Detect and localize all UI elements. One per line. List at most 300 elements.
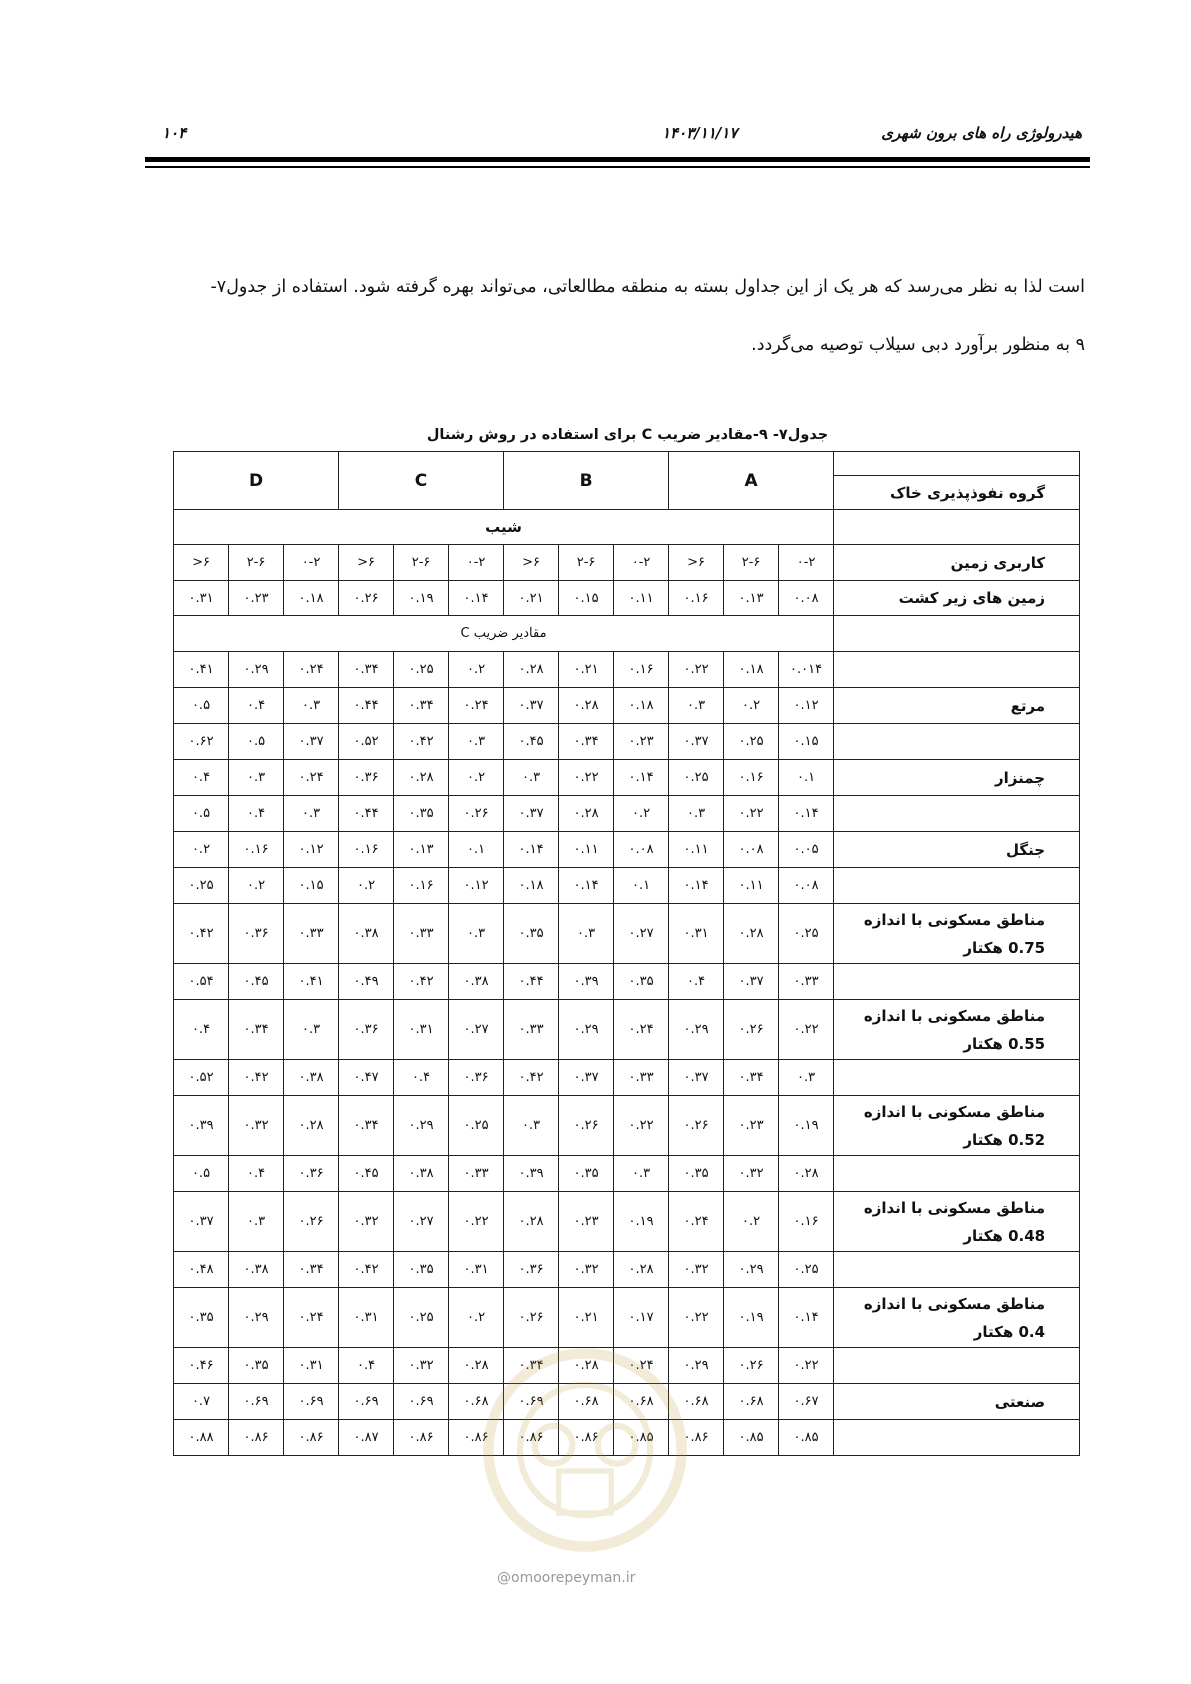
c-coefficient-table — [173, 451, 1080, 1456]
table-row — [174, 1288, 1080, 1348]
c-value-cell: ۰.۲۴ — [614, 1000, 669, 1060]
c-value-cell: ۰.۳۱ — [339, 1288, 394, 1348]
website-text: omoorepeyman.ir — [511, 1570, 636, 1586]
c-value-cell: ۰.۲ — [229, 868, 284, 904]
c-value-cell: ۰.۳ — [449, 904, 504, 964]
c-value-cell: ۰.۳۹ — [559, 964, 614, 1000]
c-value-cell: ۰.۴ — [174, 1000, 229, 1060]
c-value-cell: ۰.۴۵ — [504, 724, 559, 760]
slope-label: شیب — [174, 510, 834, 545]
c-value-cell: ۰.۳ — [614, 1156, 669, 1192]
c-value-cell: ۰.۲۸ — [724, 904, 779, 964]
empty-cell — [834, 510, 1080, 545]
c-value-cell: ۰.۳۲ — [724, 1156, 779, 1192]
c-value-cell: ۰.۵۲ — [339, 724, 394, 760]
c-value-cell: ۰.۸۷ — [339, 1420, 394, 1456]
c-value-cell: ۰.۱۴ — [614, 760, 669, 796]
c-value-cell: ۰.۱۹ — [779, 1096, 834, 1156]
land-use-cell — [834, 796, 1080, 832]
c-value-cell: ۰.۲ — [449, 760, 504, 796]
c-value-cell: ۰.۱۶ — [229, 832, 284, 868]
table-row — [174, 652, 1080, 688]
c-value-cell: ۰.۲۳ — [229, 581, 284, 616]
table-body — [174, 452, 1080, 1456]
table-row — [174, 1384, 1080, 1420]
table-row — [174, 1060, 1080, 1096]
c-value-cell: ۰.۸۵ — [724, 1420, 779, 1456]
coef-label-row — [174, 616, 1080, 652]
c-value-cell: ۰.۴۱ — [174, 652, 229, 688]
c-value-cell: ۰.۳۴ — [504, 1348, 559, 1384]
c-value-cell: ۰.۱ — [449, 832, 504, 868]
c-value-cell: ۰.۵ — [174, 1156, 229, 1192]
land-use-cell — [834, 964, 1080, 1000]
c-value-cell: ۰.۶۸ — [559, 1384, 614, 1420]
c-value-cell: ۰.۲ — [724, 1192, 779, 1252]
c-value-cell: ۰.۴ — [229, 796, 284, 832]
page-number: ۱۰۴ — [162, 124, 187, 142]
c-value-cell: ۰.۸۶ — [504, 1420, 559, 1456]
table-row — [174, 1348, 1080, 1384]
c-value-cell: ۰.۱۱ — [559, 832, 614, 868]
c-value-cell: ۰.۳۵ — [559, 1156, 614, 1192]
slope-row — [174, 510, 1080, 545]
c-value-cell: ۰.۴۴ — [504, 964, 559, 1000]
body-paragraph — [160, 258, 1085, 374]
c-value-cell: ۰.۳۵ — [504, 904, 559, 964]
c-value-cell: ۰.۳ — [669, 796, 724, 832]
c-value-cell: ۰.۳۵ — [614, 964, 669, 1000]
coef-label: مقادیر ضریب C — [174, 616, 834, 652]
c-value-cell: ۰.۲۵ — [669, 760, 724, 796]
c-value-cell: ۰.۲۶ — [724, 1000, 779, 1060]
c-value-cell: ۰.۳۵ — [394, 1252, 449, 1288]
land-use-cell: مرتع — [834, 688, 1080, 724]
c-value-cell: ۰.۳۵ — [394, 796, 449, 832]
c-value-cell: ۰.۳۶ — [504, 1252, 559, 1288]
c-value-cell: ۰.۸۶ — [284, 1420, 339, 1456]
c-value-cell: ۰.۳ — [229, 760, 284, 796]
c-value-cell: ۰.۸۵ — [614, 1420, 669, 1456]
c-value-cell: ۰.۳۲ — [229, 1096, 284, 1156]
land-use-cell — [834, 1252, 1080, 1288]
c-value-cell: ۰.۱۲ — [449, 868, 504, 904]
slope-class-header: ۲-۶ — [559, 545, 614, 581]
c-value-cell: ۰.۱۹ — [724, 1288, 779, 1348]
c-value-cell: ۰.۳۷ — [559, 1060, 614, 1096]
c-value-cell: ۰.۴ — [394, 1060, 449, 1096]
c-value-cell: ۰.۲۹ — [229, 652, 284, 688]
c-value-cell: ۰.۶۲ — [174, 724, 229, 760]
c-value-cell: ۰.۴ — [339, 1348, 394, 1384]
table-row — [174, 1420, 1080, 1456]
c-value-cell: ۰.۸۵ — [779, 1420, 834, 1456]
c-value-cell: ۰.۲ — [614, 796, 669, 832]
c-value-cell: ۰.۱۵ — [284, 868, 339, 904]
c-value-cell: ۰.۵۴ — [174, 964, 229, 1000]
c-value-cell: ۰.۶۸ — [449, 1384, 504, 1420]
slope-class-header: >۶ — [339, 545, 394, 581]
land-use-cell — [834, 1420, 1080, 1456]
c-value-cell: ۰.۲۲ — [724, 796, 779, 832]
c-value-cell: ۰.۱ — [779, 760, 834, 796]
c-value-cell: ۰.۱۶ — [779, 1192, 834, 1252]
table-row — [174, 1000, 1080, 1060]
c-value-cell: ۰.۲۲ — [669, 1288, 724, 1348]
c-value-cell: ۰.۴۵ — [339, 1156, 394, 1192]
c-value-cell: ۰.۲۶ — [724, 1348, 779, 1384]
c-value-cell: ۰.۴۴ — [339, 688, 394, 724]
page-header — [162, 124, 1082, 148]
c-value-cell: ۰.۳۷ — [504, 796, 559, 832]
c-value-cell: ۰.۲۸ — [559, 688, 614, 724]
group-header: A — [669, 452, 834, 510]
c-value-cell: ۰.۲۳ — [559, 1192, 614, 1252]
c-value-cell: ۰.۰۸ — [724, 832, 779, 868]
c-value-cell: ۰.۴ — [229, 688, 284, 724]
c-value-cell: ۰.۲۵ — [174, 868, 229, 904]
c-value-cell: ۰.۲ — [449, 1288, 504, 1348]
c-value-cell: ۰.۳۴ — [559, 724, 614, 760]
c-value-cell: ۰.۶۹ — [339, 1384, 394, 1420]
land-use-cell: صنعتی — [834, 1384, 1080, 1420]
c-value-cell: ۰.۲۸ — [559, 1348, 614, 1384]
c-value-cell: ۰.۳ — [284, 688, 339, 724]
c-value-cell: ۰.۳۶ — [449, 1060, 504, 1096]
table-row — [174, 1096, 1080, 1156]
soil-group-label: گروه نفوذپذیری خاک — [834, 476, 1080, 510]
c-value-cell: ۰.۲۴ — [614, 1348, 669, 1384]
c-value-cell: ۰.۲۱ — [559, 1288, 614, 1348]
c-value-cell: ۰.۳۵ — [229, 1348, 284, 1384]
c-value-cell: ۰.۲۸ — [559, 796, 614, 832]
c-value-cell: ۰.۲۶ — [449, 796, 504, 832]
c-value-cell: ۰.۱۶ — [339, 832, 394, 868]
c-value-cell: ۰.۳۷ — [284, 724, 339, 760]
slope-class-header: ۰-۲ — [284, 545, 339, 581]
table-row — [174, 868, 1080, 904]
c-value-cell: ۰.۰۸ — [614, 832, 669, 868]
c-value-cell: ۰.۳۴ — [724, 1060, 779, 1096]
paragraph-line-2: ۹ به منظور برآورد دبی سیلاب توصیه می‌گردد. — [751, 335, 1085, 355]
c-value-cell: ۰.۳۱ — [669, 904, 724, 964]
c-value-cell: ۰.۳۷ — [669, 1060, 724, 1096]
c-value-cell: ۰.۴ — [669, 964, 724, 1000]
c-value-cell: ۰.۳۸ — [284, 1060, 339, 1096]
c-value-cell: ۰.۶۹ — [229, 1384, 284, 1420]
c-value-cell: ۰.۴۲ — [339, 1252, 394, 1288]
c-value-cell: ۰.۷ — [174, 1384, 229, 1420]
c-value-cell: ۰.۲۸ — [779, 1156, 834, 1192]
c-value-cell: ۰.۳۱ — [284, 1348, 339, 1384]
c-value-cell: ۰.۲۷ — [449, 1000, 504, 1060]
c-value-cell: ۰.۳۷ — [504, 688, 559, 724]
land-use-cell: جنگل — [834, 832, 1080, 868]
c-value-cell: ۰.۳۲ — [339, 1192, 394, 1252]
c-value-cell: ۰.۴۲ — [174, 904, 229, 964]
c-value-cell: ۰.۶۸ — [614, 1384, 669, 1420]
c-value-cell: ۰.۳۹ — [504, 1156, 559, 1192]
c-value-cell: ۰.۲۹ — [669, 1348, 724, 1384]
c-value-cell: ۰.۳۹ — [174, 1096, 229, 1156]
c-value-cell: ۰.۲ — [449, 652, 504, 688]
land-use-cell: مناطق مسکونی با اندازه 0.48 هکتار — [834, 1192, 1080, 1252]
c-value-cell: ۰.۴۲ — [229, 1060, 284, 1096]
c-value-cell: ۰.۶۷ — [779, 1384, 834, 1420]
c-value-cell: ۰.۱۴ — [779, 796, 834, 832]
c-value-cell: ۰.۳۷ — [174, 1192, 229, 1252]
c-value-cell: ۰.۳ — [779, 1060, 834, 1096]
c-value-cell: ۰.۳ — [504, 1096, 559, 1156]
c-value-cell: ۰.۲۷ — [394, 1192, 449, 1252]
c-value-cell: ۰.۲۶ — [284, 1192, 339, 1252]
slope-class-header: >۶ — [504, 545, 559, 581]
c-value-cell: ۰.۲۵ — [394, 1288, 449, 1348]
c-value-cell: ۰.۲۳ — [614, 724, 669, 760]
c-value-cell: ۰.۴۵ — [229, 964, 284, 1000]
land-use-cell — [834, 1060, 1080, 1096]
table-row — [174, 724, 1080, 760]
land-use-cell: مناطق مسکونی با اندازه 0.4 هکتار — [834, 1288, 1080, 1348]
c-value-cell: ۰.۴۶ — [174, 1348, 229, 1384]
c-value-cell: ۰.۳ — [559, 904, 614, 964]
c-value-cell: ۰.۳۴ — [339, 1096, 394, 1156]
c-value-cell: ۰.۳۳ — [504, 1000, 559, 1060]
c-value-cell: ۰.۲۷ — [614, 904, 669, 964]
table-top-row — [174, 452, 1080, 476]
c-value-cell: ۰.۳۶ — [229, 904, 284, 964]
land-use-cell: مناطق مسکونی با اندازه 0.55 هکتار — [834, 1000, 1080, 1060]
group-header: C — [339, 452, 504, 510]
header-date: ۱۴۰۳/۱۱/۱۷ — [662, 124, 738, 142]
c-value-cell: ۰.۱۸ — [724, 652, 779, 688]
c-value-cell: ۰.۳۳ — [394, 904, 449, 964]
c-value-cell: ۰.۲۹ — [724, 1252, 779, 1288]
header-rule-thick — [145, 157, 1090, 162]
c-value-cell: ۰.۲۸ — [614, 1252, 669, 1288]
c-value-cell: ۰.۱۱ — [669, 832, 724, 868]
c-value-cell: ۰.۳۸ — [229, 1252, 284, 1288]
c-value-cell: ۰.۱۲ — [779, 688, 834, 724]
c-value-cell: ۰.۴۹ — [339, 964, 394, 1000]
c-value-cell: ۰.۴۲ — [504, 1060, 559, 1096]
slope-class-header: ۰-۲ — [449, 545, 504, 581]
c-value-cell: ۰.۱۶ — [394, 868, 449, 904]
c-value-cell: ۰.۵ — [174, 688, 229, 724]
c-value-cell: ۰.۳۳ — [614, 1060, 669, 1096]
c-value-cell: ۰.۲۲ — [559, 760, 614, 796]
c-value-cell: ۰.۱۹ — [394, 581, 449, 616]
table-row — [174, 760, 1080, 796]
c-value-cell: ۰.۲۲ — [779, 1000, 834, 1060]
c-value-cell: ۰.۶۹ — [394, 1384, 449, 1420]
c-value-cell: ۰.۱۴ — [779, 1288, 834, 1348]
c-value-cell: ۰.۳۶ — [284, 1156, 339, 1192]
c-value-cell: ۰.۴۲ — [394, 724, 449, 760]
c-value-cell: ۰.۳۵ — [669, 1156, 724, 1192]
table-row — [174, 688, 1080, 724]
c-value-cell: ۰.۶۸ — [669, 1384, 724, 1420]
header-rule-thin — [145, 166, 1090, 168]
c-value-cell: ۰.۱۴ — [449, 581, 504, 616]
paragraph-line-1: است لذا به نظر می‌رسد که هر یک از این جداول بسته به منطقه مطالعاتی، می‌تواند بهره گرفته شود. استفاده از جدول۷- — [210, 277, 1085, 297]
c-value-cell: ۰.۴۷ — [339, 1060, 394, 1096]
at-icon: @ — [497, 1570, 511, 1586]
land-use-cell — [834, 652, 1080, 688]
c-value-cell: ۰.۳۱ — [174, 581, 229, 616]
c-value-cell: ۰.۱ — [614, 868, 669, 904]
c-value-cell: ۰.۲۵ — [779, 1252, 834, 1288]
c-value-cell: ۰.۳۵ — [174, 1288, 229, 1348]
c-value-cell: ۰.۳ — [229, 1192, 284, 1252]
c-value-cell: ۰.۰۵ — [779, 832, 834, 868]
c-value-cell: ۰.۳۴ — [339, 652, 394, 688]
table-row — [174, 904, 1080, 964]
c-value-cell: ۰.۲۵ — [394, 652, 449, 688]
c-value-cell: ۰.۱۴ — [669, 868, 724, 904]
c-value-cell: ۰.۲۴ — [284, 652, 339, 688]
c-value-cell: ۰.۲۸ — [504, 1192, 559, 1252]
c-value-cell: ۰.۳۲ — [394, 1348, 449, 1384]
table-row — [174, 832, 1080, 868]
c-value-cell: ۰.۶۹ — [284, 1384, 339, 1420]
c-value-cell: ۰.۲۴ — [284, 1288, 339, 1348]
c-value-cell: ۰.۳۳ — [284, 904, 339, 964]
slope-class-header: ۰-۲ — [779, 545, 834, 581]
slope-class-header: >۶ — [174, 545, 229, 581]
c-value-cell: ۰.۱۵ — [779, 724, 834, 760]
c-value-cell: ۰.۱۲ — [284, 832, 339, 868]
slope-class-header: ۲-۶ — [394, 545, 449, 581]
c-value-cell: ۰.۳ — [284, 796, 339, 832]
empty-cell — [834, 452, 1080, 476]
slope-class-header: ۰-۲ — [614, 545, 669, 581]
c-value-cell: ۰.۶۸ — [724, 1384, 779, 1420]
land-use-cell — [834, 1156, 1080, 1192]
land-use-cell — [834, 1348, 1080, 1384]
c-value-cell: ۰.۴ — [229, 1156, 284, 1192]
c-value-cell: ۰.۳۱ — [394, 1000, 449, 1060]
c-value-cell: ۰.۰۸ — [779, 868, 834, 904]
c-value-cell: ۰.۱۹ — [614, 1192, 669, 1252]
c-value-cell: ۰.۸۶ — [669, 1420, 724, 1456]
c-value-cell: ۰.۳۶ — [339, 760, 394, 796]
c-value-cell: ۰.۳۳ — [779, 964, 834, 1000]
c-value-cell: ۰.۲۲ — [614, 1096, 669, 1156]
c-value-cell: ۰.۲۵ — [449, 1096, 504, 1156]
c-value-cell: ۰.۵۲ — [174, 1060, 229, 1096]
header-title: هیدرولوژی راه های برون شهری — [881, 124, 1082, 142]
c-value-cell: ۰.۳۷ — [724, 964, 779, 1000]
c-value-cell: ۰.۵ — [229, 724, 284, 760]
slope-class-header: ۲-۶ — [229, 545, 284, 581]
c-value-cell: ۰.۱۸ — [284, 581, 339, 616]
c-value-cell: ۰.۴ — [174, 760, 229, 796]
c-value-cell: ۰.۲۲ — [449, 1192, 504, 1252]
footer-website — [497, 1570, 635, 1586]
c-value-cell: ۰.۲۴ — [669, 1192, 724, 1252]
c-value-cell: ۰.۱۸ — [504, 868, 559, 904]
land-use-cell: مناطق مسکونی با اندازه 0.75 هکتار — [834, 904, 1080, 964]
land-use-cell: زمین های زیر کشت — [834, 581, 1080, 616]
c-value-cell: ۰.۲۲ — [669, 652, 724, 688]
slope-class-row — [174, 545, 1080, 581]
c-value-cell: ۰.۲۲ — [779, 1348, 834, 1384]
c-value-cell: ۰.۳۴ — [284, 1252, 339, 1288]
c-value-cell: ۰.۲۹ — [394, 1096, 449, 1156]
c-value-cell: ۰.۴۱ — [284, 964, 339, 1000]
c-value-cell: ۰.۱۱ — [614, 581, 669, 616]
c-value-cell: ۰.۲۴ — [449, 688, 504, 724]
c-value-cell: ۰.۱۴ — [504, 832, 559, 868]
c-value-cell: ۰.۳۶ — [339, 1000, 394, 1060]
c-value-cell: ۰.۲۶ — [669, 1096, 724, 1156]
table-row — [174, 796, 1080, 832]
land-use-cell: چمنزار — [834, 760, 1080, 796]
c-value-cell: ۰.۱۱ — [724, 868, 779, 904]
c-value-cell: ۰.۱۷ — [614, 1288, 669, 1348]
c-value-cell: ۰.۲۶ — [559, 1096, 614, 1156]
c-value-cell: ۰.۳۱ — [449, 1252, 504, 1288]
c-value-cell: ۰.۲۸ — [394, 760, 449, 796]
c-value-cell: ۰.۸۶ — [449, 1420, 504, 1456]
group-header: B — [504, 452, 669, 510]
c-value-cell: ۰.۴۲ — [394, 964, 449, 1000]
c-value-cell: ۰.۵ — [174, 796, 229, 832]
c-value-cell: ۰.۳ — [504, 760, 559, 796]
c-value-cell: ۰.۲۸ — [284, 1096, 339, 1156]
c-value-cell: ۰.۲۹ — [669, 1000, 724, 1060]
c-value-cell: ۰.۴۸ — [174, 1252, 229, 1288]
c-value-cell: ۰.۸۶ — [229, 1420, 284, 1456]
c-value-cell: ۰.۱۳ — [724, 581, 779, 616]
c-value-cell: ۰.۳۳ — [449, 1156, 504, 1192]
empty-cell — [834, 616, 1080, 652]
c-value-cell: ۰.۱۵ — [559, 581, 614, 616]
table-row — [174, 1252, 1080, 1288]
c-value-cell: ۰.۱۴ — [559, 868, 614, 904]
c-value-cell: ۰.۳۲ — [559, 1252, 614, 1288]
land-use-cell — [834, 868, 1080, 904]
c-value-cell: ۰.۲ — [174, 832, 229, 868]
c-value-cell: ۰.۰۸ — [779, 581, 834, 616]
slope-class-header: >۶ — [669, 545, 724, 581]
c-value-cell: ۰.۲۴ — [284, 760, 339, 796]
c-value-cell: ۰.۳۸ — [449, 964, 504, 1000]
table-row — [174, 1192, 1080, 1252]
land-use-cell — [834, 724, 1080, 760]
c-value-cell: ۰.۱۶ — [724, 760, 779, 796]
c-value-cell: ۰.۲ — [724, 688, 779, 724]
c-value-cell: ۰.۲۵ — [724, 724, 779, 760]
c-value-cell: ۰.۳۴ — [394, 688, 449, 724]
table-caption: جدول۷- ۹-مقادیر ضریب C برای استفاده در روش رشنال — [426, 427, 829, 443]
table-row — [174, 581, 1080, 616]
c-value-cell: ۰.۲۱ — [559, 652, 614, 688]
c-value-cell: ۰.۳۸ — [394, 1156, 449, 1192]
c-value-cell: ۰.۶۹ — [504, 1384, 559, 1420]
c-value-cell: ۰.۲۸ — [449, 1348, 504, 1384]
c-value-cell: ۰.۱۶ — [614, 652, 669, 688]
land-use-label: کاربری زمین — [834, 545, 1080, 581]
c-value-cell: ۰.۸۸ — [174, 1420, 229, 1456]
c-value-cell: ۰.۱۶ — [669, 581, 724, 616]
c-value-cell: ۰.۲۸ — [504, 652, 559, 688]
c-value-cell: ۰.۲۱ — [504, 581, 559, 616]
c-value-cell: ۰.۱۳ — [394, 832, 449, 868]
c-value-cell: ۰.۳ — [284, 1000, 339, 1060]
c-value-cell: ۰.۲۶ — [504, 1288, 559, 1348]
